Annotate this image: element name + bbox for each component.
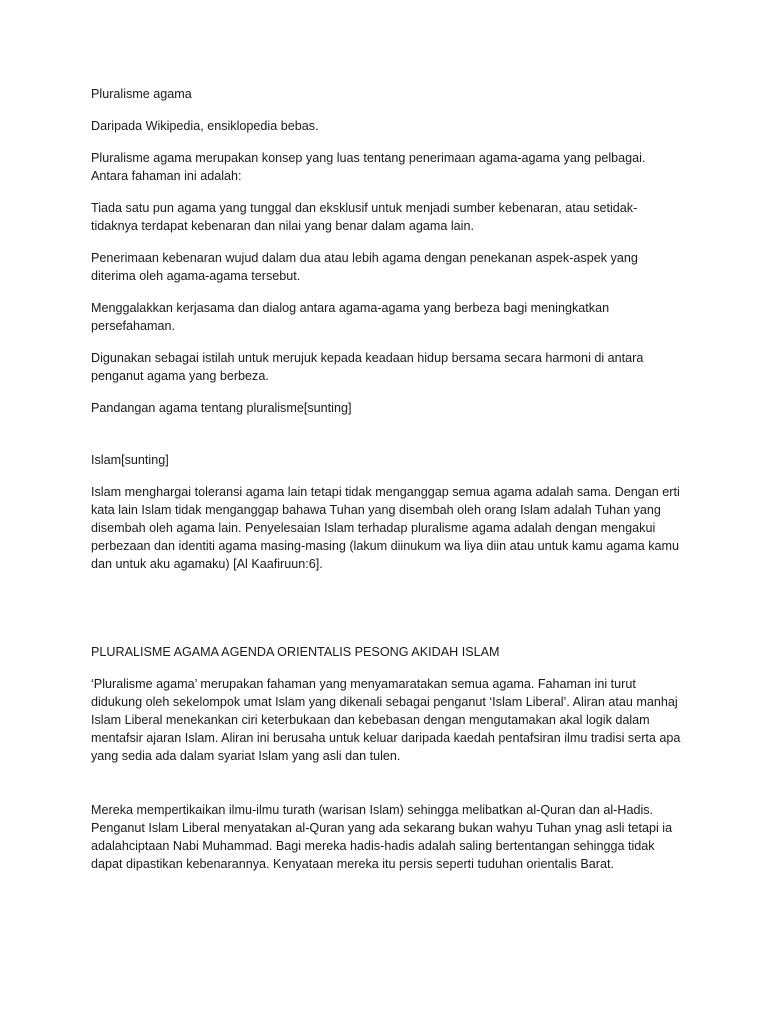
article-paragraph: ‘Pluralisme agama’ merupakan fahaman yang menyamaratakan semua agama. Fahaman ini turut didukung oleh sekelompok umat Islam yang dikenali sebagai penganut ‘Islam Liberal’. Aliran atau manhaj Islam Liberal menekankan ciri keterbukaan dan kebebasan dengan mengutamakan akal logik dalam mentafsir ajaran Islam. Aliran ini berusaha untuk keluar daripada kaedah pentafsiran ilmu tradisi serta apa yang sedia ada dalam syariat Islam yang asli dan tulen. [91, 677, 681, 763]
section-heading: Pandangan agama tentang pluralisme[sunting] [91, 401, 352, 415]
point-paragraph: Penerimaan kebenaran wujud dalam dua atau lebih agama dengan penekanan aspek-aspek yang diterima oleh agama-agama tersebut. [91, 251, 638, 283]
article-heading: PLURALISME AGAMA AGENDA ORIENTALIS PESONG AKIDAH ISLAM [91, 645, 500, 659]
document-title: Pluralisme agama [91, 87, 192, 101]
document-body [91, 85, 683, 887]
islam-heading: Islam[sunting] [91, 453, 169, 467]
intro-paragraph: Pluralisme agama merupakan konsep yang luas tentang penerimaan agama-agama yang pelbagai. Antara fahaman ini adalah: [91, 151, 646, 183]
spacer [91, 431, 683, 451]
point-paragraph: Menggalakkan kerjasama dan dialog antara agama-agama yang berbeza bagi meningkatkan persefahaman. [91, 301, 610, 333]
point-paragraph: Digunakan sebagai istilah untuk merujuk kepada keadaan hidup bersama secara harmoni di antara penganut agama yang berbeza. [91, 351, 644, 383]
spacer [91, 779, 683, 801]
point-paragraph: Tiada satu pun agama yang tunggal dan eksklusif untuk menjadi sumber kebenaran, atau setidak-tidaknya terdapat kebenaran dan nilai yang benar dalam agama lain. [91, 201, 638, 233]
document-source: Daripada Wikipedia, ensiklopedia bebas. [91, 119, 319, 133]
spacer [91, 587, 683, 643]
article-paragraph: Mereka mempertikaikan ilmu-ilmu turath (warisan Islam) sehingga melibatkan al-Quran dan al-Hadis. Penganut Islam Liberal menyatakan al-Quran yang ada sekarang bukan wahyu Tuhan ynag asli tetapi ia adalahciptaan Nabi Muhammad. Bagi mereka hadis-hadis adalah saling bertentangan sehingga tidak dapat dipastikan kebenarannya. Kenyataan mereka itu persis seperti tuduhan orientalis Barat. [91, 803, 673, 871]
islam-paragraph: Islam menghargai toleransi agama lain tetapi tidak menganggap semua agama adalah sama. Dengan erti kata lain Islam tidak menganggap bahawa Tuhan yang disembah oleh orang Islam adalah Tuhan yang disembah oleh agama lain. Penyelesaian Islam terhadap pluralisme agama adalah dengan mengakui perbezaan dan identiti agama masing-masing (lakum diinukum wa liya diin atau untuk kamu agama kamu dan untuk aku agamaku) [Al Kaafiruun:6]. [91, 485, 680, 571]
